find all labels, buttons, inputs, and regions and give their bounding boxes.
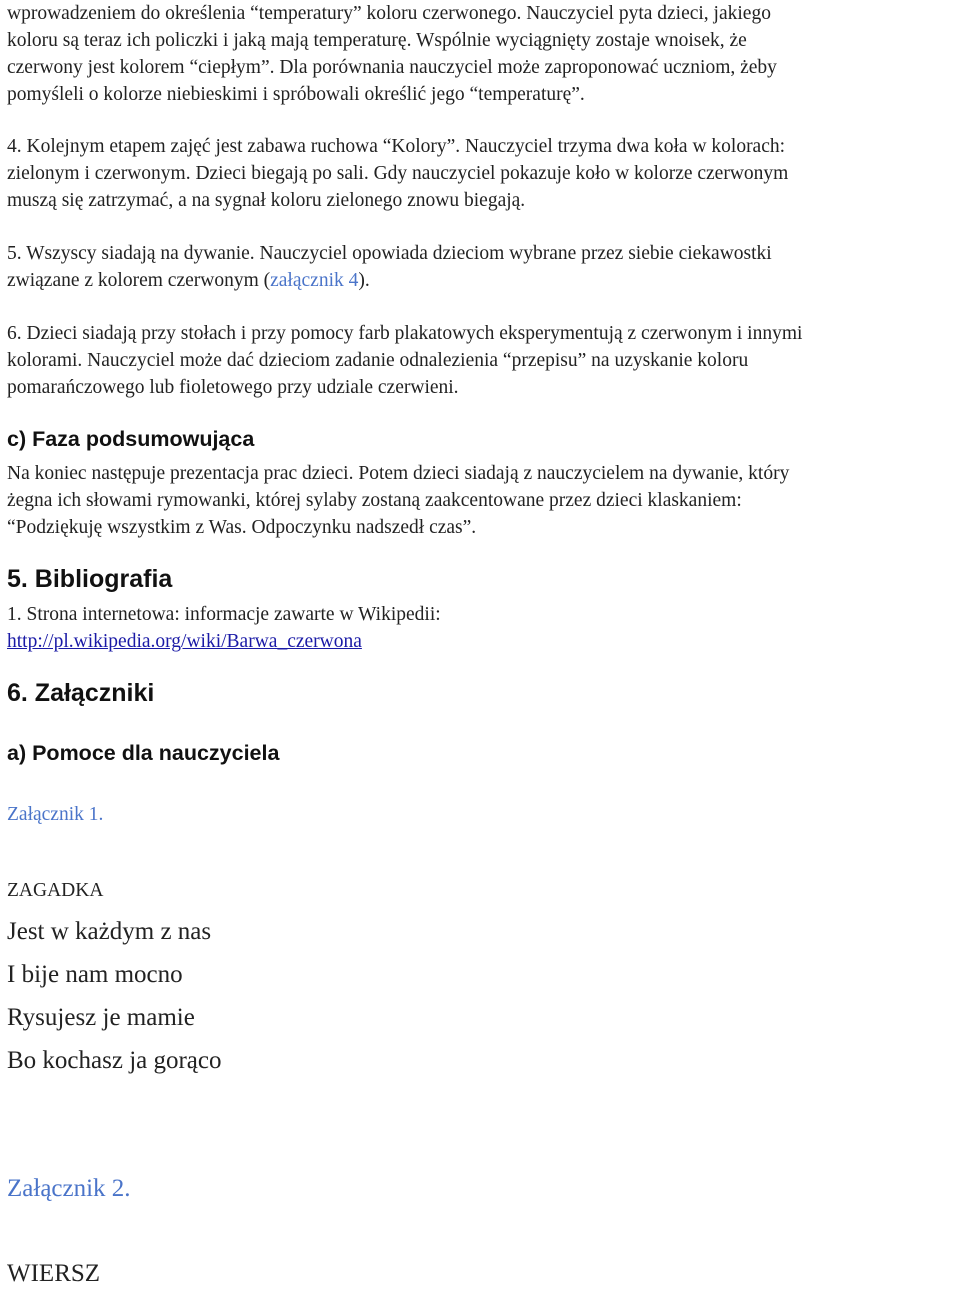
teacher-aids-heading: a) Pomoce dla nauczyciela	[7, 741, 280, 765]
text-fragment: ).	[358, 270, 370, 291]
text-line: 5. Wszyscy siadają na dywanie. Nauczyciel opowiada dzieciom wybrane przez siebie ciekawostki	[7, 243, 772, 264]
intro-paragraph	[7, 0, 777, 108]
riddle-text	[7, 916, 222, 1077]
text-line: 6. Dzieci siadają przy stołach i przy pomocy farb plakatowych eksperymentują z czerwonym i innymi	[7, 323, 803, 344]
text-line: Na koniec następuje prezentacja prac dzieci. Potem dzieci siadają z nauczycielem na dywanie, który	[7, 463, 790, 484]
riddle-line: Rysujesz je mamie	[7, 1004, 195, 1031]
bibliography-heading: 5. Bibliografia	[7, 565, 173, 593]
step-6-paragraph	[7, 320, 802, 401]
riddle-line: I bije nam mocno	[7, 961, 183, 988]
summary-heading: c) Faza podsumowująca	[7, 427, 255, 451]
attachment-1-label: Załącznik 1.	[7, 804, 104, 825]
riddle-line: Bo kochasz ja gorąco	[7, 1047, 222, 1074]
bibliography-url-line	[7, 628, 441, 655]
text-line: żegna ich słowami rymowanki, której sylaby zostaną zaakcentowane przez dzieci klaskaniem:	[7, 490, 742, 511]
text-line: pomyśleli o kolorze niebieskimi i spróbowali określić jego “temperaturę”.	[7, 84, 585, 105]
riddle-title: ZAGADKA	[7, 880, 104, 901]
text-line: 4. Kolejnym etapem zajęć jest zabawa ruchowa “Kolory”. Nauczyciel trzyma dwa koła w kolorach:	[7, 136, 786, 157]
wikipedia-link[interactable]: http://pl.wikipedia.org/wiki/Barwa_czerwona	[7, 631, 362, 652]
text-line: pomarańczowego lub fioletowego przy udziale czerwieni.	[7, 377, 459, 398]
poem-title: WIERSZ	[7, 1260, 101, 1287]
text-line	[7, 267, 772, 294]
text-line: “Podziękuję wszystkim z Was. Odpoczynku nadszedł czas”.	[7, 517, 477, 538]
text-line: koloru są teraz ich policzki i jaką mają temperaturę. Wspólnie wyciągnięty zostaje wnoisek, że	[7, 30, 747, 51]
text-line: czerwony jest kolorem “ciepłym”. Dla porównania nauczyciel może zaproponować uczniom, żeby	[7, 57, 777, 78]
step-5-paragraph	[7, 240, 772, 294]
text-line: wprowadzeniem do określenia “temperatury” koloru czerwonego. Nauczyciel pyta dzieci, jakiego	[7, 3, 771, 24]
bibliography-list	[7, 601, 441, 655]
text-fragment: związane z kolorem czerwonym (	[7, 270, 271, 291]
attachment-2-label: Załącznik 2.	[7, 1175, 131, 1202]
attachment-4-link[interactable]: załącznik 4	[270, 270, 359, 291]
bibliography-item: 1. Strona internetowa: informacje zawarte w Wikipedii:	[7, 604, 441, 625]
text-line: kolorami. Nauczyciel może dać dzieciom zadanie odnalezienia “przepisu” na uzyskanie koloru	[7, 350, 749, 371]
text-line: muszą się zatrzymać, a na sygnał koloru zielonego znowu biegają.	[7, 190, 526, 211]
step-4-paragraph	[7, 133, 788, 214]
riddle-line: Jest w każdym z nas	[7, 918, 212, 945]
attachments-heading: 6. Załączniki	[7, 679, 155, 707]
summary-paragraph	[7, 460, 789, 541]
text-line: zielonym i czerwonym. Dzieci biegają po sali. Gdy nauczyciel pokazuje koło w kolorze czerwonym	[7, 163, 789, 184]
